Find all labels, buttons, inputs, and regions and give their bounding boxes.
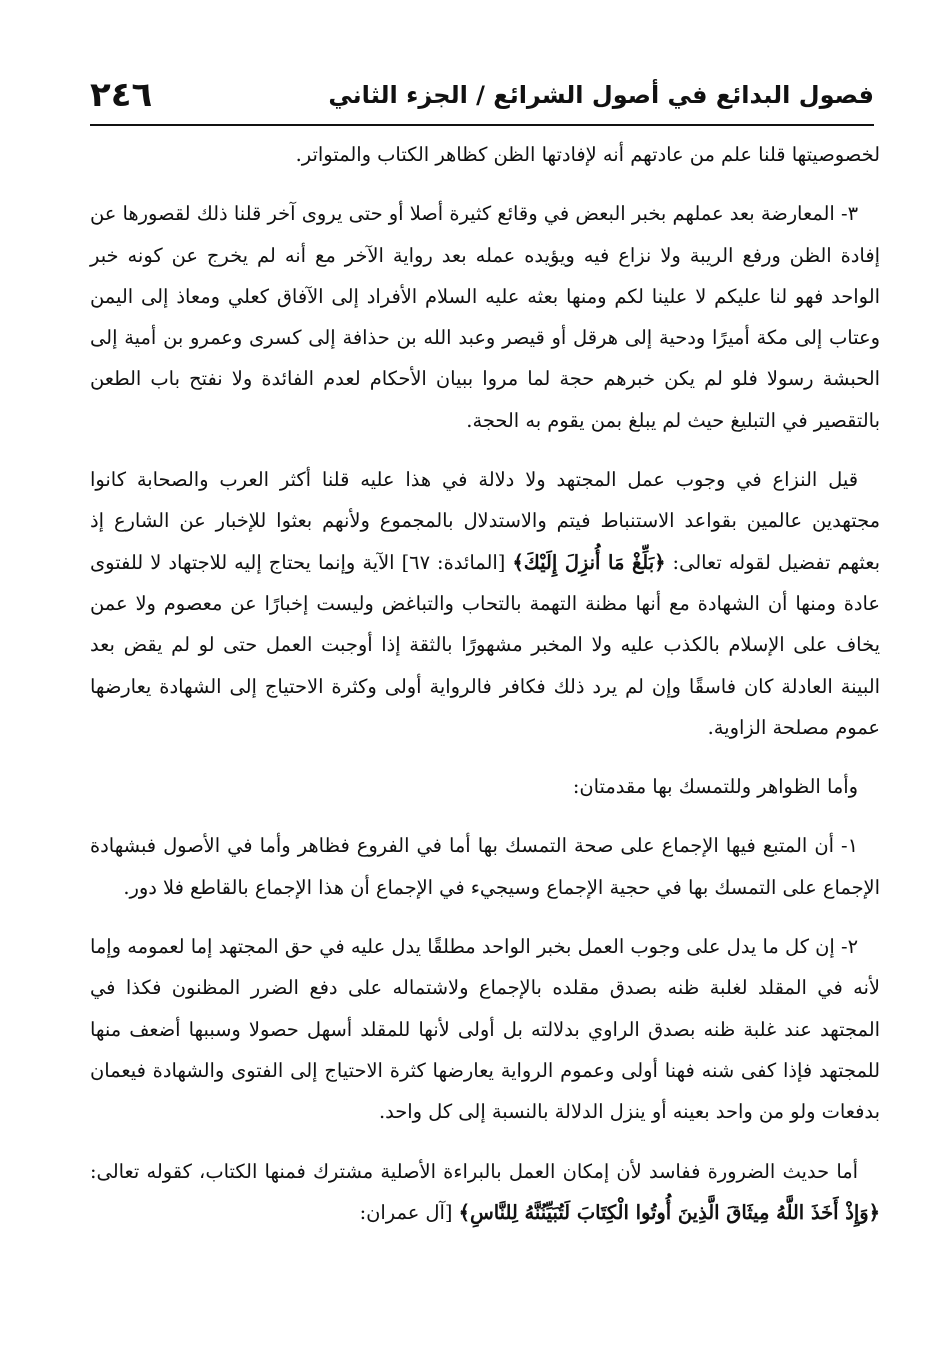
paragraph-3-part-b: [المائدة: ٦٧] الآية وإنما يحتاج إليه للاجتهاد لا للفتوى عادة ومنها أن الشهادة مع أنها مظنة التهمة بالتحاب والتباغض وليست إخبارًا عن معصوم ولا عمن يخاف على الإسلام بالكذب عليه ولا المخبر مشهورًا بالثقة إذا أوجبت العمل حتى لو لم يقض بعد البينة العادلة كان فاسقًا وإن لم يرد ذلك فكافر فالرواية أولى وكثرة الاحتياج إلى الشهادة يعارضها عموم مصلحة الزاوية. [90,550,880,739]
header-divider [90,124,874,126]
paragraph-7-part-b: [آل عمران: [359,1200,453,1224]
running-title: فصول البدائع في أصول الشرائع / الجزء الثاني [328,81,874,109]
page-header [90,70,874,120]
paragraph-2: ٣- المعارضة بعد عملهم بخبر البعض في وقائع كثيرة أصلا أو حتى يروى آخر قلنا ذلك لقصورها عن إفادة الظن ورفع الريبة ولا نزاع فيه ويؤيده عمله بعد رواية الآخر مع أنه لم يخرج عن كونه خبر الواحد فهو لنا عليكم لا علينا لكم ومنها بعثه عليه السلام الأفراد إلى الآفاق كعلي ومعاذ إلى اليمن وعتاب إلى مكة أميرًا ودحية إلى هرقل أو قيصر وعبد الله بن حذافة إلى كسرى وعمرو بن أمية إلى الحبشة رسولا فلو لم يكن خبرهم حجة لما مروا ببيان الأحكام لعدم الفائدة ولا نفتح باب الطعن بالتقصير في التبليغ حيث لم يبلغ بمن يقوم به الحجة. [90,202,880,432]
quran-quote-maidah: ﴿بَلِّغْ مَا أُنزِلَ إِلَيْكَ﴾ [512,550,666,574]
paragraph-1: لخصوصيتها قلنا علم من عادتهم أنه لإفادتها الظن كظاهر الكتاب والمتواتر. [295,143,880,166]
paragraph-5: ١- أن المتبع فيها الإجماع على صحة التمسك بها أما في الفروع فظاهر وأما في الأصول فبشهادة الإجماع على التمسك بها في حجية الإجماع وسيجيء في الإجماع أن هذا الإجماع بالقاطع فلا دور. [90,834,880,899]
paragraph-3 [90,459,880,748]
paragraph-7-part-a: أما حديث الضرورة ففاسد لأن إمكان العمل بالبراءة الأصلية مشترك فمنها الكتاب، كقوله تعالى: [90,1159,858,1183]
page-body [90,134,880,1246]
paragraph-6: ٢- إن كل ما يدل على وجوب العمل بخبر الواحد مطلقًا يدل عليه في حق المجتهد إما لعمومه وإما لأنه في المقلد لغلبة ظنه بصدق مقلده بالإجماع ولاشتماله على دفع الضرر المظنون فكذا في المجتهد عند غلبة ظنه بصدق الراوي بدلالته بل أولى لأنها للمقلد أسهل حصولا وسببها أضعف منها للمجتهد فإذا كفى شنه فهنا أولى وعموم الرواية يعارضها كثرة الاحتياج إلى الفتوى والشهادة فيعمان بدفعات ولو من واحد بعينه أو ينزل الدلالة بالنسبة إلى كل واحد. [90,935,880,1124]
quran-quote-al-imran: ﴿وَإِذْ أَخَذَ اللَّهُ مِيثَاقَ الَّذِينَ أُوتُوا الْكِتَابَ لَتُبَيِّنُنَّهُ لِلنَّاسِ﴾ [458,1200,880,1224]
page-number: ٢٤٦ [90,75,153,115]
paragraph-7 [90,1151,880,1234]
paragraph-4: وأما الظواهر وللتمسك بها مقدمتان: [572,775,858,799]
paragraph-3-part-a: قيل النزاع في وجوب عمل المجتهد ولا دلالة في هذا عليه قلنا أكثر العرب والصحابة كانوا مجتهدين عالمين بقواعد الاستنباط فيتم والاستدلال بالمجموع ولأنهم بعثوا للإخبار عن الشارع إذ بعثهم تفضيل لقوله تعالى: [90,468,880,574]
